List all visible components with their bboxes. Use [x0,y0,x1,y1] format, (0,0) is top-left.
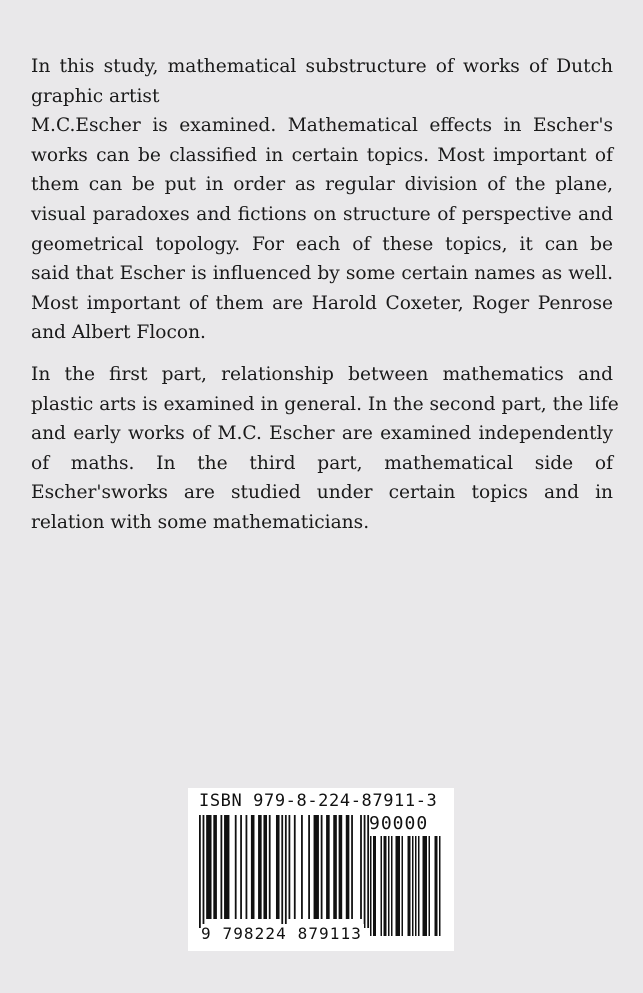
text-line: Escher'sworks are studied under certain topics and in [31,482,613,504]
barcode-bar [346,815,350,919]
barcode-bar [235,815,237,919]
barcode-bar [263,815,267,919]
price-addon-digits: 90000 [369,813,429,834]
barcode-bar [402,836,404,936]
barcode-bar [281,815,283,928]
barcode-bar [206,815,211,919]
barcode-bar [408,836,411,936]
barcode-bar [423,836,428,936]
barcode-bar [429,836,431,936]
barcode-bar [246,815,248,919]
barcode-bar [326,815,330,919]
ean13-bars [199,815,369,928]
barcode-bar [412,836,414,936]
text-line: of maths. In the third part, mathematical side of [31,452,613,474]
barcode-digits: 9 798224 879113 [201,924,362,943]
barcode-bar [285,815,287,928]
text-line: In this study, mathematical substructure of works of Dutch [31,56,613,77]
barcode-bar [388,836,390,936]
barcode-bar [381,836,383,936]
barcode-bar [269,815,271,919]
text-line: graphic artist [31,85,160,107]
barcode-bar [220,815,222,919]
barcode-bar [314,815,319,919]
barcode-bar [224,815,229,919]
barcode-bar [251,815,255,919]
barcode-bar [384,836,387,936]
barcode-bar [301,815,303,919]
barcode-bar [240,815,242,919]
text-line: them can be put in order as regular division of the plane, [31,174,613,196]
barcode-bar [351,815,353,919]
barcode-bar [396,836,401,936]
barcode-bar [418,836,420,936]
barcode-bar [333,815,337,919]
barcode-bar [435,836,438,936]
blurb-paragraph-2 [31,360,619,538]
text-line: Most important of them are Harold Coxeter, Roger Penrose [31,292,613,314]
text-line: In the first part, relationship between mathematics and [31,363,613,385]
text-line: plastic arts is examined in general. In the second part, the life [31,393,619,415]
text-line: and early works of M.C. Escher are examined independently [31,423,613,445]
barcode-bar [364,815,366,928]
isbn-barcode [188,788,454,951]
text-line: visual paradoxes and fictions on structure of perspective and [31,203,613,225]
barcode-bar [439,836,441,936]
blurb-paragraph-1 [31,52,613,348]
text-line: relation with some mathematicians. [31,511,370,533]
addon-bars [370,836,441,936]
text-line: M.C.Escher is examined. Mathematical effects in Escher's [31,115,613,137]
text-line: works can be classified in certain topics. Most important of [31,144,613,166]
barcode-bar [258,815,262,919]
text-line: said that Escher is influenced by some certain names as well. [31,263,613,285]
barcode-bar [360,815,362,919]
barcode-bar [276,815,280,919]
back-cover-blurb [31,52,619,538]
text-line: and Albert Flocon. [31,322,206,344]
barcode-bar [308,815,310,919]
barcode-bar [370,836,372,936]
barcode-bar [203,815,205,928]
barcode-bar [213,815,217,919]
text-line: geometrical topology. For each of these topics, it can be [31,233,613,255]
barcode-bar [373,836,376,936]
barcode-bar [294,815,296,919]
barcode-bar [321,815,323,919]
isbn-label: ISBN 979-8-224-87911-3 [199,791,438,811]
barcode-bar [391,836,393,936]
barcode-bar [289,815,291,919]
barcode-bar [339,815,343,919]
barcode-bar [199,815,201,928]
barcode-bar [415,836,417,936]
